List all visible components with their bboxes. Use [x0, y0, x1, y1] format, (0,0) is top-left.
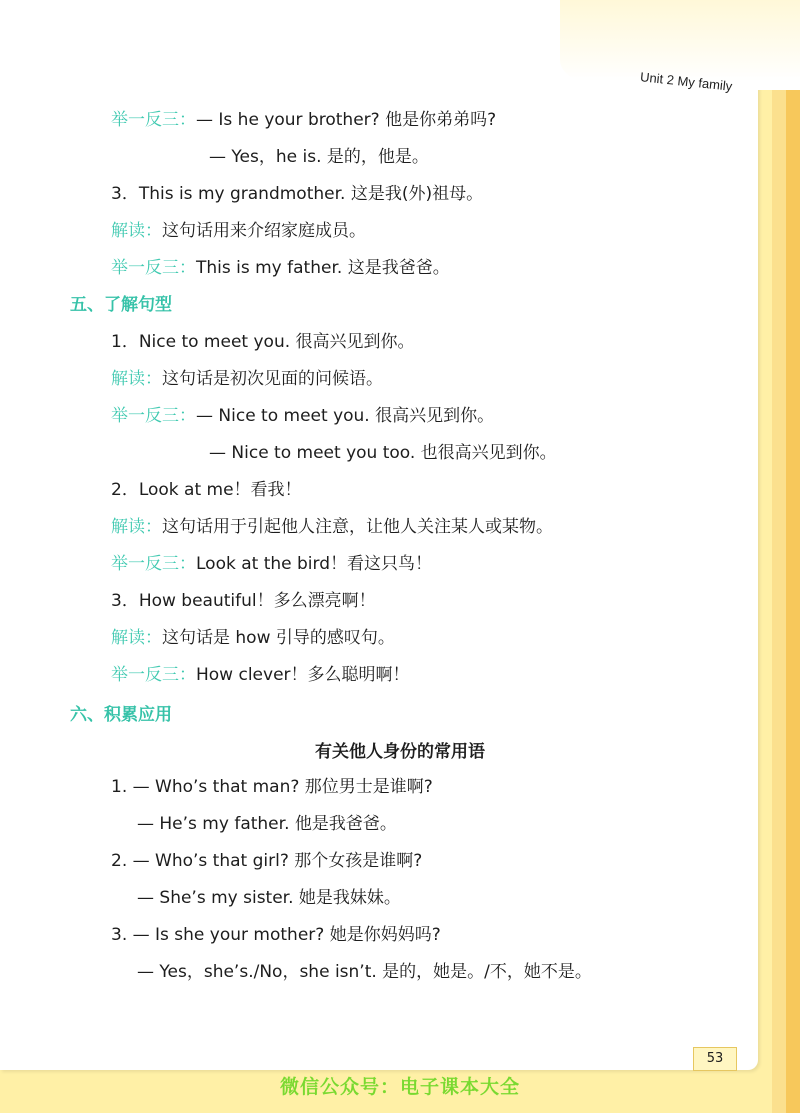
watermark: 微信公众号：电子课本大全 [279, 1076, 520, 1098]
example-answer: — Yes，he is. 是的，他是。 [209, 147, 429, 167]
example-answer: — Nice to meet you too. 也很高兴见到你。 [209, 443, 557, 463]
example-line [111, 108, 496, 132]
sentence-3: 3．This is my grandmother. 这是我(外)祖母。 [111, 184, 484, 204]
dialogue-answer: — She’s my sister. 她是我妹妹。 [137, 888, 401, 908]
example-line [111, 404, 494, 428]
dialogue-answer: — Yes，she’s./No，she isn’t. 是的，她是。/不，她不是。 [137, 962, 592, 982]
example-line [111, 552, 432, 576]
explanation-text: 这句话是初次见面的问候语。 [162, 369, 383, 389]
sentence-1: 1．Nice to meet you. 很高兴见到你。 [111, 332, 415, 352]
section-heading-5: 五、了解句型 [70, 295, 172, 315]
example-text: How clever！多么聪明啊！ [196, 665, 410, 685]
sentence-3b: 3．How beautiful！多么漂亮啊！ [111, 591, 376, 611]
example-text: — Is he your brother? 他是你弟弟吗? [196, 110, 497, 130]
dialogue-answer: — He’s my father. 他是我爸爸。 [137, 814, 397, 834]
explanation-line [111, 219, 366, 243]
example-text: — Nice to meet you. 很高兴见到你。 [196, 406, 495, 426]
example-text: This is my father. 这是我爸爸。 [196, 258, 450, 278]
explanation-label: 解读： [111, 517, 162, 537]
section-heading-6: 六、积累应用 [70, 705, 172, 725]
explanation-label: 解读： [111, 628, 162, 648]
sentence-2: 2．Look at me！看我！ [111, 480, 302, 500]
example-text: Look at the bird！看这只鸟！ [196, 554, 433, 574]
explanation-label: 解读： [111, 369, 162, 389]
unit-label: Unit 2 My family [639, 69, 733, 94]
explanation-line [111, 515, 553, 539]
dialogue-question: 3. — Is she your mother? 她是你妈妈吗? [111, 925, 441, 945]
explanation-line [111, 626, 395, 650]
example-line [111, 256, 450, 280]
example-label: 举一反三： [111, 554, 196, 574]
example-line [111, 663, 410, 687]
dialogue-question: 1. — Who’s that man? 那位男士是谁啊? [111, 777, 433, 797]
page-number: 53 [693, 1047, 737, 1071]
dialogue-question: 2. — Who’s that girl? 那个女孩是谁啊? [111, 851, 423, 871]
example-label: 举一反三： [111, 406, 196, 426]
example-label: 举一反三： [111, 110, 196, 130]
explanation-text: 这句话是 how 引导的感叹句。 [162, 628, 395, 648]
box-title: 有关他人身份的常用语 [315, 742, 485, 762]
explanation-line [111, 367, 383, 391]
example-label: 举一反三： [111, 665, 196, 685]
explanation-text: 这句话用来介绍家庭成员。 [162, 221, 366, 241]
example-label: 举一反三： [111, 258, 196, 278]
explanation-text: 这句话用于引起他人注意，让他人关注某人或某物。 [162, 517, 553, 537]
explanation-label: 解读： [111, 221, 162, 241]
